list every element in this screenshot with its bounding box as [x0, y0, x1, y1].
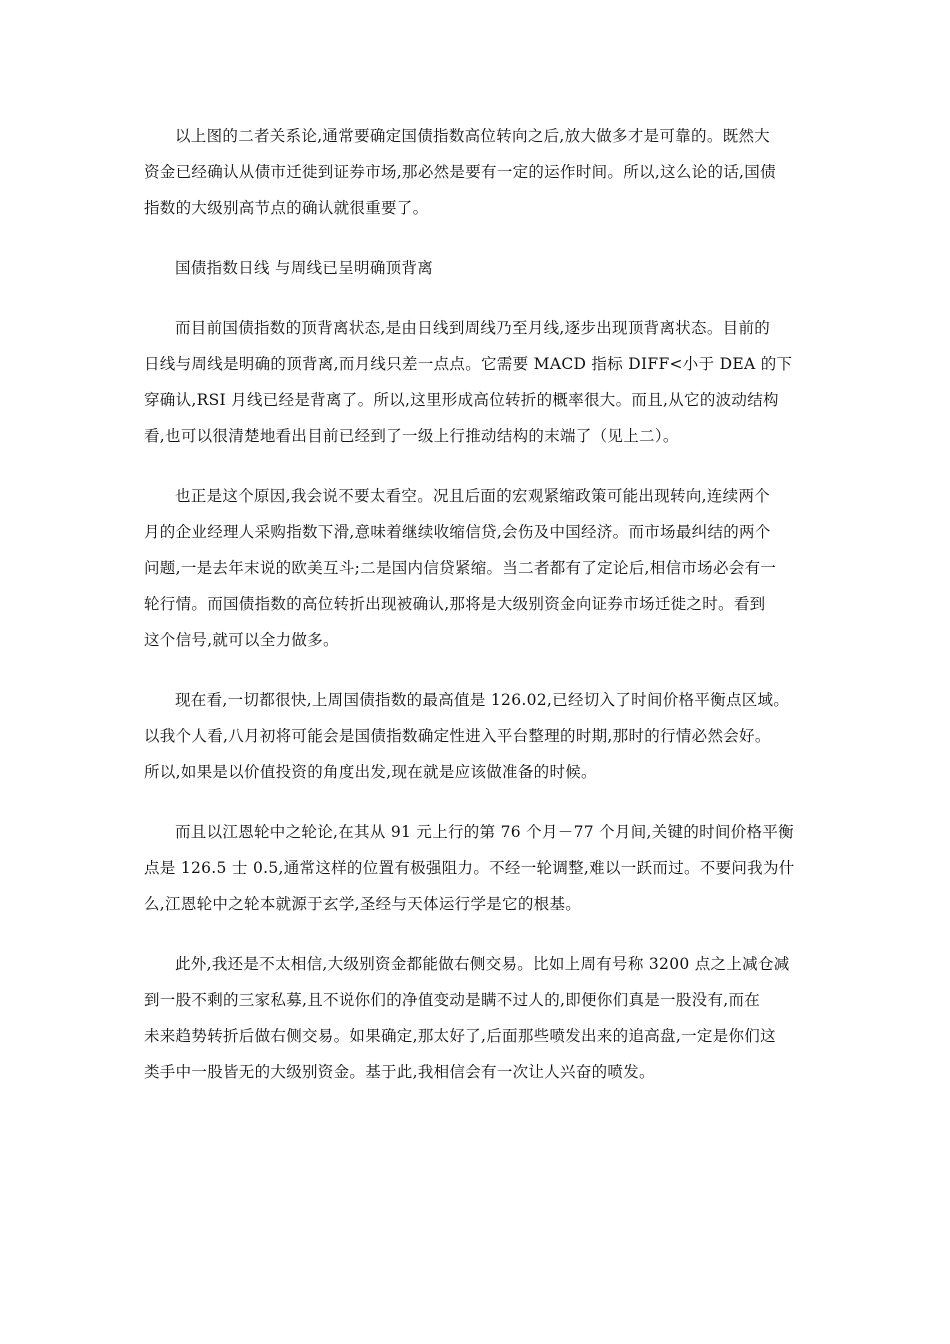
paragraph-conclusion: 此外,我还是不太相信,大级别资金都能做右侧交易。比如上周有号称 3200 点之上减仓减 到一股不剩的三家私募,且不说你们的净值变动是瞒不过人的,即便你们真是一股没有,而在 未来趋势转折后做右侧交易。如果确定,那太好了,后面那些喷发出来的追高盘,一定是你们这 类手中一股皆无的大级别资金。基于此,我相信会有一次让人兴奋的喷发。 — [144, 955, 790, 1081]
paragraph-gann: 而且以江恩轮中之轮论,在其从 91 元上行的第 76 个月－77 个月间,关键的时间价格平衡 点是 126.5 士 0.5,通常这样的位置有极强阻力。不经一轮调整,难以一跃而过。不要问我为什 么,江恩轮中之轮本就源于玄学,圣经与天体运行学是它的根基。 — [144, 823, 795, 913]
paragraph-divergence: 而目前国债指数的顶背离状态,是由日线到周线乃至月线,逐步出现顶背离状态。目前的 日线与周线是明确的顶背离,而月线只差一点点。它需要 MACD 指标 DIFF<小于 DEA 的下 穿确认,RSI 月线已经是背离了。所以,这里形成高位转折的概率很大。而且,从它的波动结构 看,也可以很清楚地看出目前已经到了一级上行推动结构的末端了（见上二）。 — [144, 319, 793, 445]
paragraph-intro: 以上图的二者关系论,通常要确定国债指数高位转向之后,放大做多才是可靠的。既然大 资金已经确认从债市迁徙到证券市场,那必然是要有一定的运作时间。所以,这么论的话,国债 指数的大级别高节点的确认就很重要了。 — [144, 127, 776, 217]
article-body — [144, 118, 810, 1114]
paragraph-current: 现在看,一切都很快,上周国债指数的最高值是 126.02,已经切入了时间价格平衡点区域。 以我个人看,八月初将可能会是国债指数确定性进入平台整理的时期,那时的行情必然会好。 所以,如果是以价值投资的角度出发,现在就是应该做准备的时候。 — [144, 691, 790, 781]
paragraph-macro: 也正是这个原因,我会说不要太看空。况且后面的宏观紧缩政策可能出现转向,连续两个 月的企业经理人采购指数下滑,意味着继续收缩信贷,会伤及中国经济。而市场最纠结的两个 问题,一是去年末说的欧美互斗;二是国内信贷紧缩。当二者都有了定论后,相信市场必会有一 轮行情。而国债指数的高位转折出现被确认,那将是大级别资金向证券市场迁徙之时。看到 这个信号,就可以全力做多。 — [144, 487, 777, 649]
section-heading: 国债指数日线 与周线已呈明确顶背离 — [175, 259, 434, 277]
